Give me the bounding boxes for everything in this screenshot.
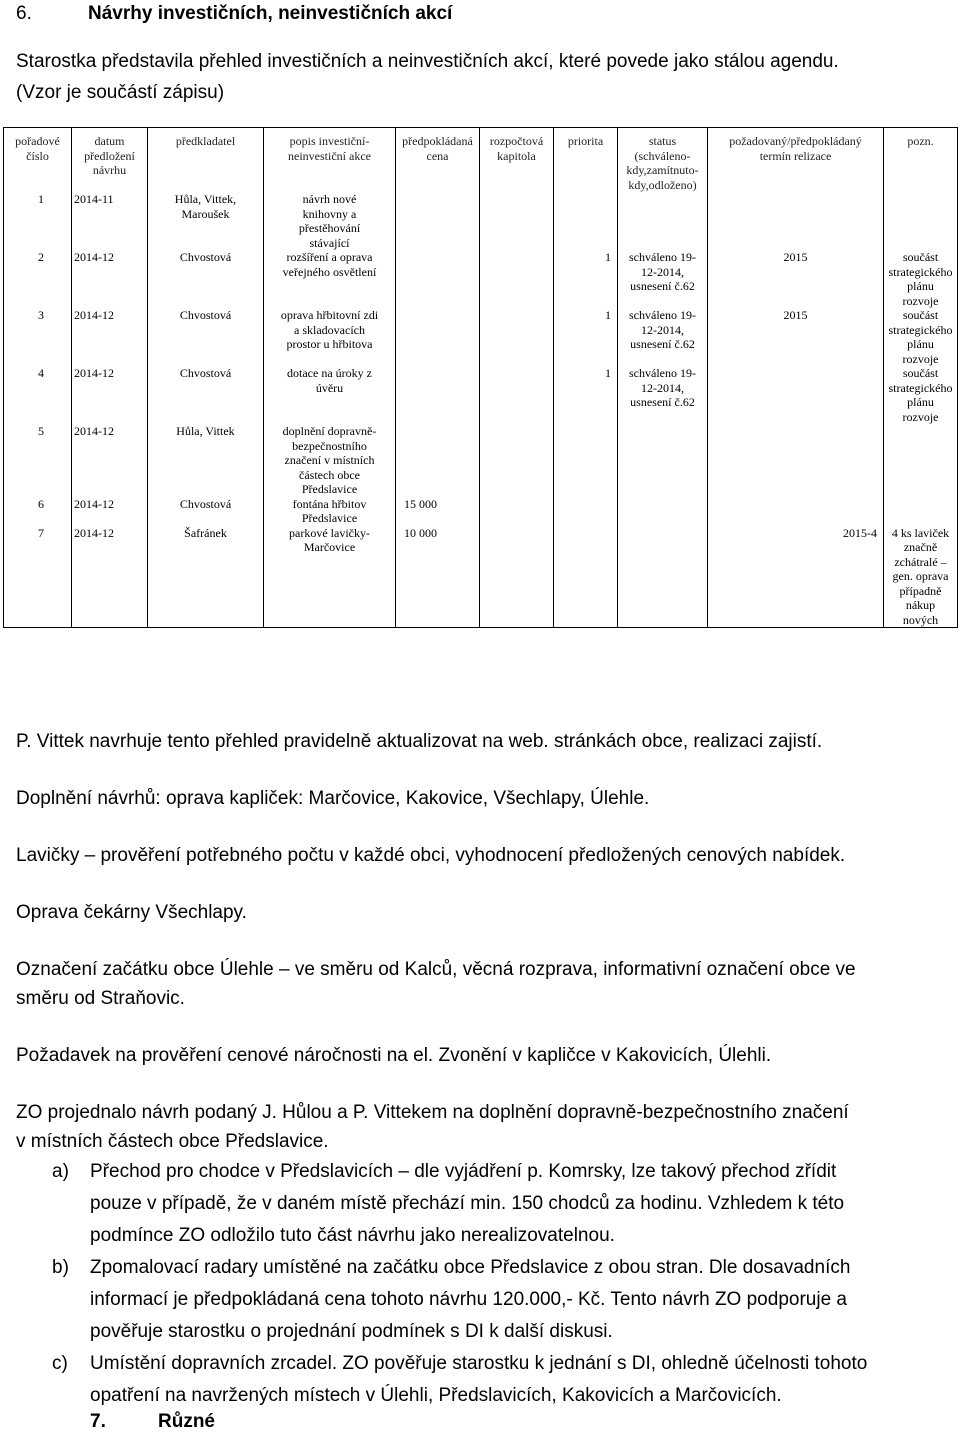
cell-author: Chvostová xyxy=(148,308,264,366)
cell-author: Šafránek xyxy=(148,526,264,628)
note-paragraph: Označení začátku obce Úlehle – ve směru od Kalců, věcná rozprava, informativní označení obce ve xyxy=(16,959,856,980)
cell-price xyxy=(396,250,480,308)
cell-note xyxy=(884,424,958,497)
cell-term: 2015 xyxy=(708,250,884,308)
cell-description: rozšíření a oprava veřejného osvětlení xyxy=(264,250,396,308)
cell-note xyxy=(884,497,958,526)
header-datum: datum předložení návrhu xyxy=(72,128,148,193)
cell-chapter xyxy=(480,497,554,526)
cell-description: dotace na úroky z úvěru xyxy=(264,366,396,424)
cell-description: fontána hřbitov Předslavice xyxy=(264,497,396,526)
intro-line: (Vzor je součástí zápisu) xyxy=(16,82,225,103)
cell-price xyxy=(396,308,480,366)
note-paragraph: Lavičky – prověření potřebného počtu v každé obci, vyhodnocení předložených cenových nabídek. xyxy=(16,845,846,866)
list-item-label: a) xyxy=(52,1161,69,1182)
header-predkladatel: předkladatel xyxy=(148,128,264,193)
header-poradove-cislo: pořadové číslo xyxy=(4,128,72,193)
cell-priority: 1 xyxy=(554,366,618,424)
note-paragraph: v místních částech obce Předslavice. xyxy=(16,1131,329,1152)
cell-chapter xyxy=(480,192,554,250)
list-item: c) Umístění dopravních zrcadel. ZO pověřuje starostku k jednání s DI, ohledně účelnosti tohoto opatření na navržených místech v Úlehli, Předslavicích, Kakovicích a Marčovicích. xyxy=(16,1348,946,1412)
section-number: 6. xyxy=(16,3,32,24)
cell-chapter xyxy=(480,424,554,497)
cell-term: 2015-4 xyxy=(708,526,884,628)
cell-price xyxy=(396,366,480,424)
header-termin: požadovaný/předpokládaný termín relizace xyxy=(708,128,884,193)
cell-priority: 1 xyxy=(554,308,618,366)
cell-description: doplnění dopravně- bezpečnostního značení v místních částech obce Předslavice xyxy=(264,424,396,497)
cell-chapter xyxy=(480,250,554,308)
table-row xyxy=(4,497,958,526)
cell-price xyxy=(396,192,480,250)
cell-date: 2014-12 xyxy=(72,250,148,308)
cell-author: Chvostová xyxy=(148,366,264,424)
cell-number: 5 xyxy=(4,424,72,497)
cell-date: 2014-12 xyxy=(72,497,148,526)
note-paragraph: P. Vittek navrhuje tento přehled pravidelně aktualizovat na web. stránkách obce, realizaci zajistí. xyxy=(16,731,823,752)
cell-author: Chvostová xyxy=(148,497,264,526)
cell-note: součást strategického plánu rozvoje xyxy=(884,250,958,308)
table-row xyxy=(4,192,958,250)
cell-price: 10 000 xyxy=(396,526,480,628)
intro-line: Starostka představila přehled investičních a neinvestičních akcí, které povede jako stálou agendu. xyxy=(16,51,839,72)
table-row xyxy=(4,250,958,308)
cell-status: schváleno 19- 12-2014, usnesení č.62 xyxy=(618,366,708,424)
cell-priority xyxy=(554,497,618,526)
cell-priority xyxy=(554,192,618,250)
table-row xyxy=(4,366,958,424)
table-row xyxy=(4,424,958,497)
cell-chapter xyxy=(480,366,554,424)
cell-term xyxy=(708,497,884,526)
cell-status xyxy=(618,424,708,497)
cell-term xyxy=(708,192,884,250)
cell-date: 2014-11 xyxy=(72,192,148,250)
cell-chapter xyxy=(480,308,554,366)
cell-date: 2014-12 xyxy=(72,424,148,497)
cell-number: 6 xyxy=(4,497,72,526)
section-title: Různé xyxy=(158,1411,215,1432)
cell-number: 4 xyxy=(4,366,72,424)
cell-priority: 1 xyxy=(554,250,618,308)
cell-description: parkové lavičky- Marčovice xyxy=(264,526,396,628)
header-popis: popis investiční- neinvestiční akce xyxy=(264,128,396,193)
header-kapitola: rozpočtová kapitola xyxy=(480,128,554,193)
note-paragraph: ZO projednalo návrh podaný J. Hůlou a P. Vittekem na doplnění dopravně-bezpečnostního značení xyxy=(16,1102,849,1123)
cell-status xyxy=(618,497,708,526)
list-item-label: b) xyxy=(52,1257,69,1278)
cell-author: Hůla, Vittek, Maroušek xyxy=(148,192,264,250)
cell-number: 1 xyxy=(4,192,72,250)
cell-note xyxy=(884,192,958,250)
list-item: b) Zpomalovací radary umístěné na začátku obce Předslavice z obou stran. Dle dosavadních informací je předpokládaná cena tohoto návrhu 120.000,- Kč. Tento návrh ZO podporuje a pověřuje starostku o projednání podmínek s DI k další diskusi. xyxy=(16,1252,946,1348)
section-number: 7. xyxy=(90,1411,106,1432)
cell-author: Hůla, Vittek xyxy=(148,424,264,497)
cell-author: Chvostová xyxy=(148,250,264,308)
investment-table xyxy=(3,127,958,628)
cell-description: oprava hřbitovní zdi a skladovacích prostor u hřbitova xyxy=(264,308,396,366)
cell-priority xyxy=(554,424,618,497)
table-row xyxy=(4,526,958,628)
cell-number: 3 xyxy=(4,308,72,366)
cell-note: 4 ks laviček značně zchátralé – gen. oprava případně nákup nových xyxy=(884,526,958,628)
cell-date: 2014-12 xyxy=(72,308,148,366)
cell-chapter xyxy=(480,526,554,628)
list-item: a) Přechod pro chodce v Předslavicích – dle vyjádření p. Komrsky, lze takový přechod zřídit pouze v případě, že v daném místě přechází min. 150 chodců za hodinu. Vzhledem k této podmínce ZO odložilo tuto část návrhu jako nerealizovatelnou. xyxy=(16,1156,946,1252)
note-paragraph: Požadavek na prověření cenové náročnosti na el. Zvonění v kapličce v Kakovicích, Úlehli. xyxy=(16,1045,772,1066)
cell-term: 2015 xyxy=(708,308,884,366)
cell-status xyxy=(618,192,708,250)
cell-term xyxy=(708,424,884,497)
decision-list xyxy=(16,1156,946,1412)
minutes-notes xyxy=(16,727,946,1412)
cell-number: 7 xyxy=(4,526,72,628)
section-heading xyxy=(16,2,946,26)
next-section-heading xyxy=(90,1410,215,1434)
intro-paragraph xyxy=(16,46,946,108)
table-header-row xyxy=(4,128,958,193)
cell-term xyxy=(708,366,884,424)
table-row xyxy=(4,308,958,366)
cell-status: schváleno 19- 12-2014, usnesení č.62 xyxy=(618,308,708,366)
note-paragraph: směru od Straňovic. xyxy=(16,988,185,1009)
cell-price: 15 000 xyxy=(396,497,480,526)
header-pozn: pozn. xyxy=(884,128,958,193)
cell-note: součást strategického plánu rozvoje xyxy=(884,366,958,424)
cell-status xyxy=(618,526,708,628)
cell-date: 2014-12 xyxy=(72,526,148,628)
cell-number: 2 xyxy=(4,250,72,308)
list-item-label: c) xyxy=(52,1353,68,1374)
header-cena: předpokládaná cena xyxy=(396,128,480,193)
cell-price xyxy=(396,424,480,497)
cell-description: návrh nové knihovny a přestěhování stávající xyxy=(264,192,396,250)
cell-note: součást strategického plánu rozvoje xyxy=(884,308,958,366)
header-priorita: priorita xyxy=(554,128,618,193)
cell-priority xyxy=(554,526,618,628)
section-title: Návrhy investičních, neinvestičních akcí xyxy=(88,3,453,24)
note-paragraph: Oprava čekárny Všechlapy. xyxy=(16,902,247,923)
header-status: status (schváleno- kdy,zamítnuto- kdy,odloženo) xyxy=(618,128,708,193)
cell-status: schváleno 19- 12-2014, usnesení č.62 xyxy=(618,250,708,308)
note-paragraph: Doplnění návrhů: oprava kapliček: Marčovice, Kakovice, Všechlapy, Úlehle. xyxy=(16,788,650,809)
cell-date: 2014-12 xyxy=(72,366,148,424)
